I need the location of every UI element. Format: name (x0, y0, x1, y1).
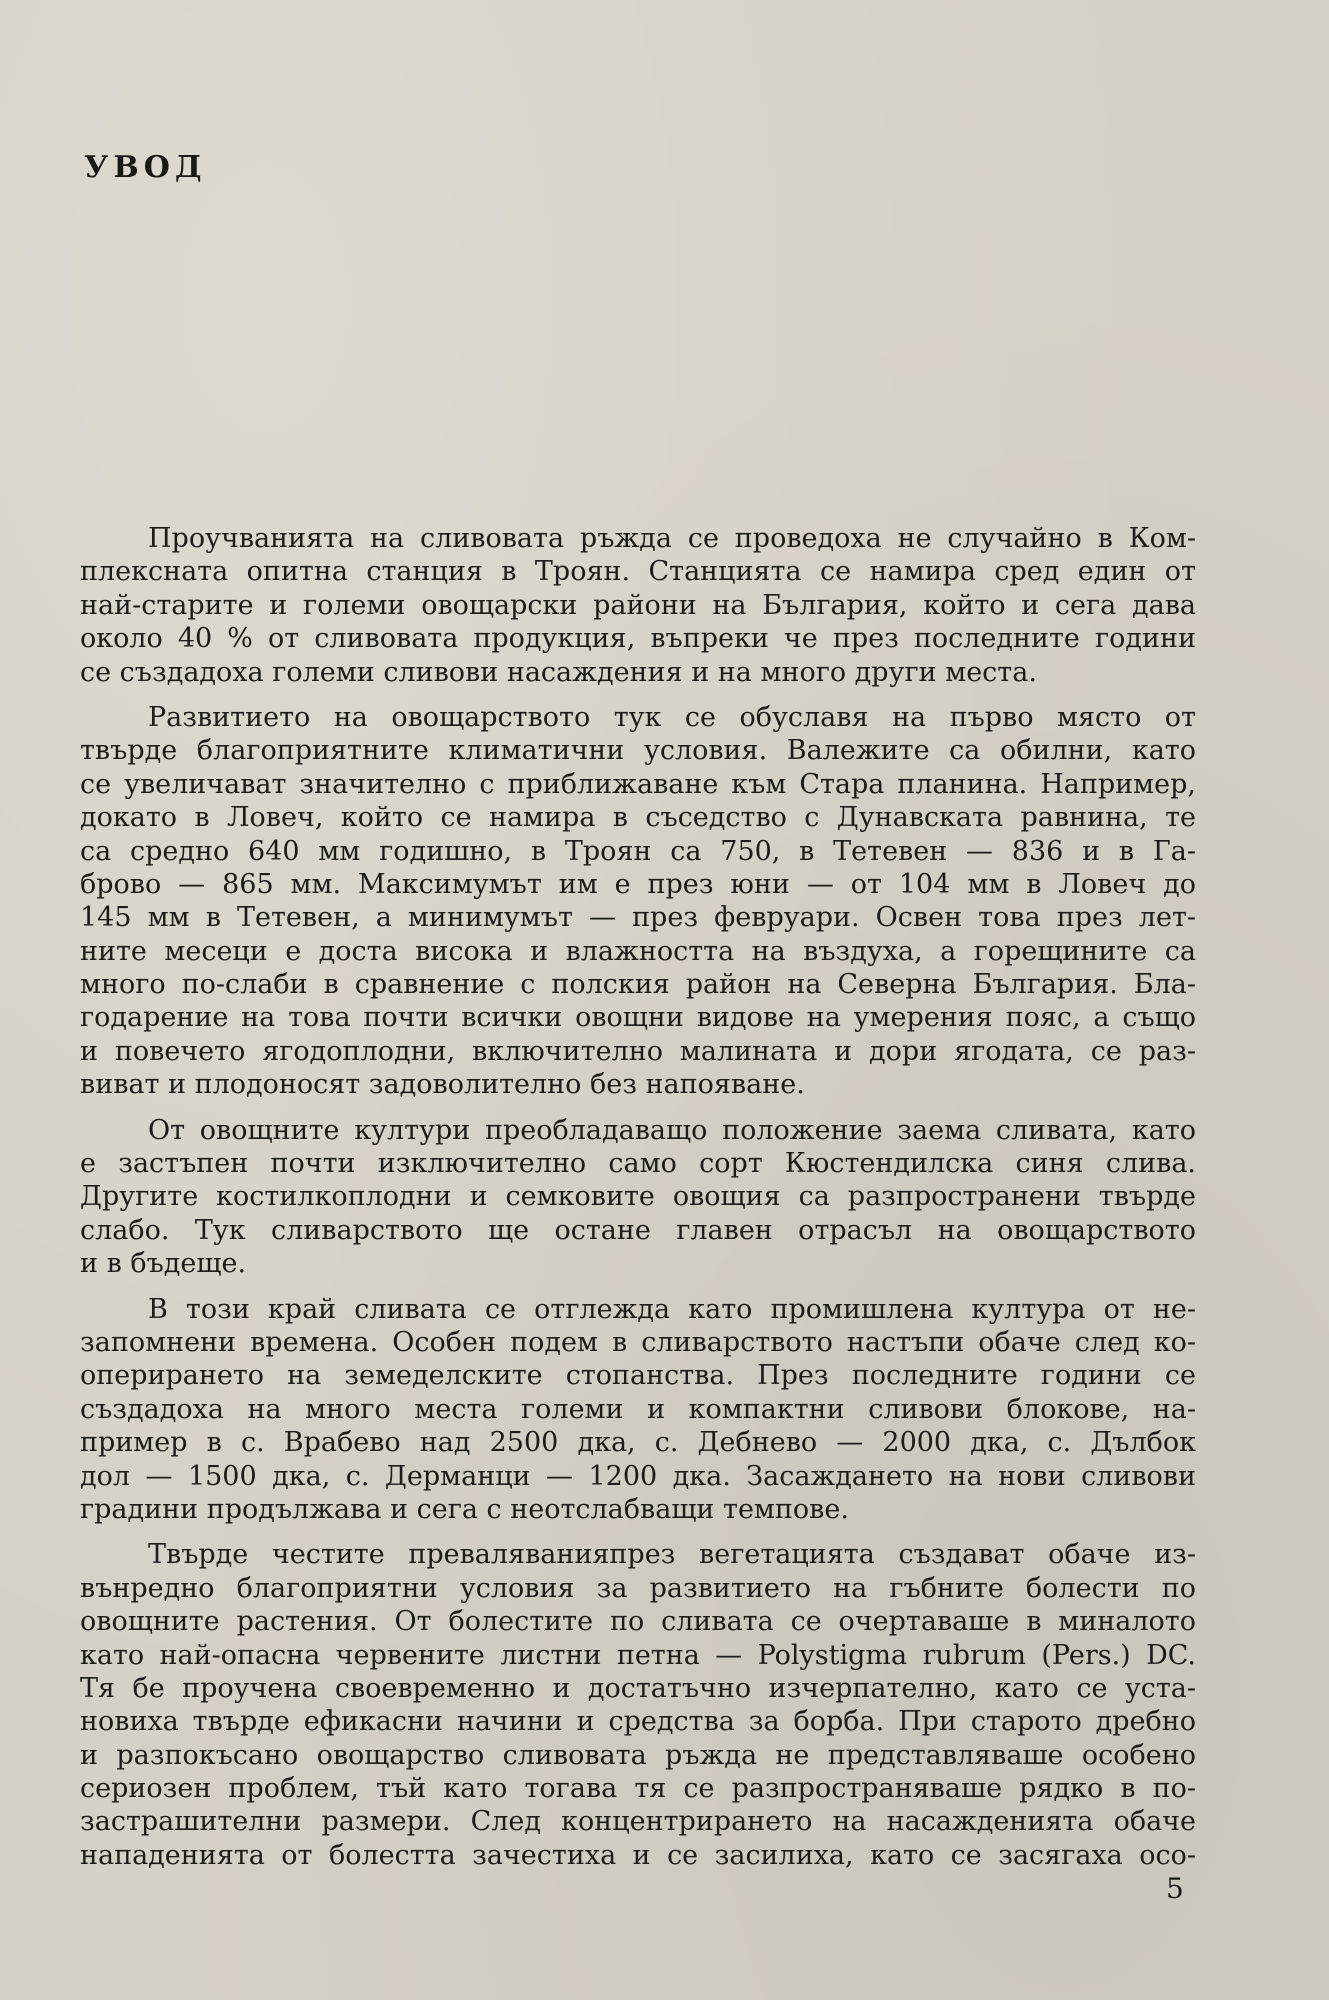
text-line: и разпокъсано овощарство сливовата ръжда не представляваше особено (80, 1739, 1196, 1771)
text-line: сериозен проблем, тъй като тогава тя се разпространяваше рядко в по- (80, 1773, 1196, 1805)
body-text (80, 522, 1196, 1884)
paragraph-5 (80, 1538, 1196, 1872)
text-line: годарение на това почти всички овощни видове на умерения пояс, а също (80, 1002, 1196, 1034)
text-line: много по-слаби в сравнение с полския район на Северна България. Бла- (80, 969, 1196, 1001)
text-line: се създадоха големи сливови насаждения и на много други места. (80, 656, 1037, 688)
text-line: докато в Ловеч, който се намира в съседство с Дунавската равнина, те (80, 802, 1196, 834)
text-line: ните месеци е доста висока и влажността на въздуха, а горещините са (80, 935, 1196, 967)
text-line: В този край сливата се отглежда като промишлена култура от не- (148, 1293, 1196, 1325)
page-number: 5 (1166, 1872, 1184, 1905)
text-line: От овощните култури преобладаващо положение заема сливата, като (148, 1114, 1196, 1146)
text-line: вънредно благоприятни условия за развитието на гъбните болести по (80, 1572, 1196, 1604)
text-line: около 40 % от сливовата продукция, въпреки че през последните години (80, 623, 1196, 655)
text-line: 145 мм в Тетевен, а минимумът — през февруари. Освен това през лет- (80, 902, 1196, 934)
text-line: като най-опасна червените листни петна — Polystigma rubrum (Pers.) DC. (80, 1639, 1196, 1671)
text-line: градини продължава и сега с неотслабващи темпове. (80, 1493, 849, 1525)
text-line: пример в с. Врабево над 2500 дка, с. Дебнево — 2000 дка, с. Дълбок (80, 1427, 1196, 1459)
text-line: и в бъдеще. (80, 1248, 247, 1280)
text-line: брово — 865 мм. Максимумът им е през юни — от 104 мм в Ловеч до (80, 868, 1196, 900)
text-line: твърде благоприятните климатични условия. Валежите са обилни, като (80, 735, 1196, 767)
text-line: дол — 1500 дка, с. Дерманци — 1200 дка. Засаждането на нови сливови (80, 1460, 1196, 1492)
text-line: плексната опитна станция в Троян. Станцията се намира сред един от (80, 556, 1196, 588)
text-line: Тя бе проучена своевременно и достатъчно изчерпателно, като се уста- (80, 1672, 1196, 1704)
text-line: Проучванията на сливовата ръжда се проведоха не случайно в Ком- (148, 523, 1196, 554)
text-line: са средно 640 мм годишно, в Троян са 750, в Тетевен — 836 и в Га- (80, 835, 1196, 867)
section-heading: УВОД (84, 150, 207, 185)
text-line: Твърде честите преваляванияпрез вегетацията създават обаче из- (148, 1539, 1196, 1571)
text-line: слабо. Тук сливарството ще остане главен отрасъл на овощарството (80, 1214, 1196, 1246)
text-line: застрашителни размери. След концентрирането на насажденията обаче (80, 1806, 1196, 1838)
paragraph-1 (80, 522, 1196, 689)
text-line: най-старите и големи овощарски райони на България, който и сега дава (80, 589, 1196, 621)
text-line: е застъпен почти изключително само сорт Кюстендилска синя слива. (80, 1148, 1196, 1180)
text-line: Развитието на овощарството тук се обуславя на първо място от (148, 701, 1196, 733)
text-line: запомнени времена. Особен подем в сливарството настъпи обаче след ко- (80, 1326, 1196, 1358)
text-line: се увеличават значително с приближаване към Стара планина. Например, (80, 768, 1196, 800)
paragraph-2 (80, 701, 1196, 1102)
text-line: овощните растения. От болестите по сливата се очертаваше в миналото (80, 1606, 1196, 1638)
text-line: създадоха на много места големи и компактни сливови блокове, на- (80, 1393, 1196, 1425)
text-line: нападенията от болестта зачестиха и се засилиха, като се засягаха осо- (80, 1839, 1196, 1871)
paragraph-3 (80, 1114, 1196, 1281)
text-line: новиха твърде ефикасни начини и средства за борба. При старото дребно (80, 1706, 1196, 1738)
text-line: и повечето ягодоплодни, включително малината и дори ягодата, се раз- (80, 1035, 1196, 1067)
paragraph-4 (80, 1293, 1196, 1527)
text-line: оперирането на земеделските стопанства. През последните години се (80, 1360, 1196, 1392)
text-line: виват и плодоносят задоволително без напояване. (80, 1069, 805, 1101)
text-line: Другите костилкоплодни и семковите овощия са разпространени твърде (80, 1181, 1196, 1213)
